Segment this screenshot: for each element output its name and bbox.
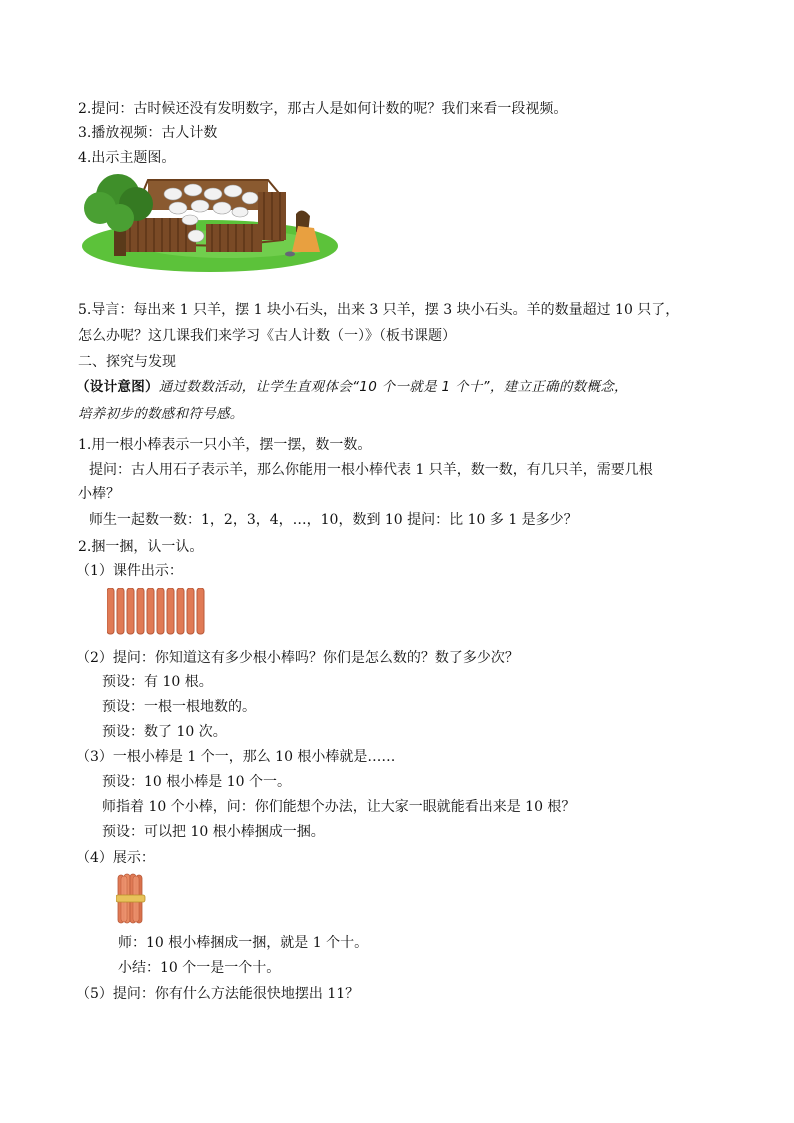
step-3-video: 3.播放视频：古人计数 xyxy=(78,125,218,141)
step-5-intro: 5.导言：每出来 1 只羊，摆 1 块小石头，出来 3 只羊，摆 3 块小石头。羊的数量超过 10 只了， xyxy=(78,302,680,318)
preset-1: 预设：有 10 根。 xyxy=(102,674,213,690)
bundle-band xyxy=(116,895,145,902)
preset-4: 预设：10 根小棒是 10 个一。 xyxy=(102,774,291,790)
stick-bundle-image xyxy=(116,873,146,925)
ten-sticks-image xyxy=(107,588,207,636)
step-5-intro-cont: 怎么办呢？这几课我们来学习《古人计数（一）》（板书课题） xyxy=(78,328,456,344)
item-1: （1）课件出示： xyxy=(76,563,183,579)
item-3: （3）一根小棒是 1 个一，那么 10 根小棒就是…… xyxy=(76,749,396,765)
preset-2: 预设：一根一根地数的。 xyxy=(102,699,256,715)
pebble xyxy=(285,252,295,257)
activity-2: 2.捆一捆，认一认。 xyxy=(78,539,204,555)
step-2-question: 2.提问：古时候还没有发明数字，那古人是如何计数的呢？我们来看一段视频。 xyxy=(78,101,568,117)
design-intent xyxy=(76,377,628,397)
sticks-row xyxy=(107,588,204,634)
preset-3: 预设：数了 10 次。 xyxy=(102,724,227,740)
design-intent-cont: 培养初步的数感和符号感。 xyxy=(78,406,244,422)
design-intent-label: （设计意图） xyxy=(76,379,159,395)
teacher-question: 师指着 10 个小棒，问：你们能想个办法，让大家一眼就能看出来是 10 根？ xyxy=(102,799,576,815)
summary: 小结：10 个一是一个十。 xyxy=(118,960,281,976)
preset-5: 预设：可以把 10 根小棒捆成一捆。 xyxy=(102,824,325,840)
design-intent-text: 通过数数活动，让学生直观体会“10 个一就是 1 个十”，建立正确的数概念， xyxy=(158,379,628,395)
ancient-counting-illustration xyxy=(78,174,338,274)
count-together: 师生一起数一数：1，2，3，4，…，10，数到 10 提问：比 10 多 1 是多少？ xyxy=(89,512,578,528)
item-5: （5）提问：你有什么方法能很快地摆出 11？ xyxy=(76,986,360,1002)
activity-1-question: 提问：古人用石子表示羊，那么你能用一根小棒代表 1 只羊，数一数，有几只羊，需要几根 xyxy=(89,462,653,478)
activity-1: 1.用一根小棒表示一只小羊，摆一摆，数一数。 xyxy=(78,437,372,453)
item-2: （2）提问：你知道这有多少根小棒吗？你们是怎么数的？数了多少次？ xyxy=(76,650,519,666)
activity-1-question-cont: 小棒？ xyxy=(78,486,120,502)
teacher-statement: 师：10 根小棒捆成一捆，就是 1 个十。 xyxy=(118,935,369,951)
item-4: （4）展示： xyxy=(76,850,155,866)
step-4-theme-image: 4.出示主题图。 xyxy=(78,150,176,166)
section-heading: 二、探究与发现 xyxy=(78,354,176,370)
